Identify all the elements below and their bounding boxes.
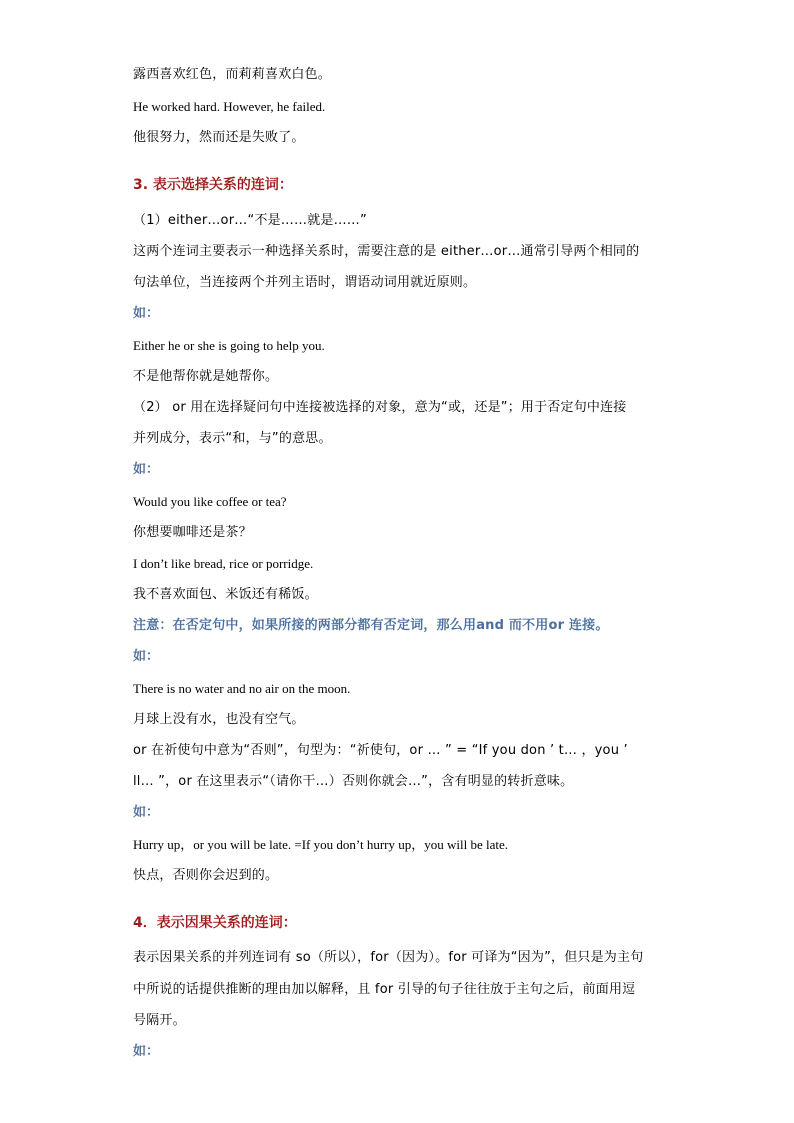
paragraph-line: 表示因果关系的并列连词有 so（所以），for（因为）。for 可译为“因为”，但只是为主句 — [133, 950, 644, 965]
paragraph-line: 中所说的话提供推断的理由加以解释，且 for 引导的句子往往放于主句之后，前面用逗 — [133, 982, 636, 997]
english-sentence: Either he or she is going to help you. — [133, 338, 325, 353]
chinese-sentence: 我不喜欢面包、米饭还有稀饭。 — [133, 587, 318, 602]
section-heading-choice: 3. 表示选择关系的连词： — [133, 177, 293, 193]
english-sentence: He worked hard. However, he failed. — [133, 99, 326, 114]
example-label: 如： — [133, 649, 160, 664]
chinese-sentence: 你想要咖啡还是茶？ — [133, 525, 252, 540]
chinese-sentence: 他很努力，然而还是失败了。 — [133, 130, 305, 145]
example-label: 如： — [133, 805, 160, 820]
section-heading-cause: 4．表示因果关系的连词： — [133, 915, 297, 931]
paragraph-line: 句法单位，当连接两个并列主语时，谓语动词用就近原则。 — [133, 275, 477, 290]
chinese-sentence: 快点，否则你会迟到的。 — [133, 868, 279, 883]
paragraph-line: 并列成分，表示“和，与”的意思。 — [133, 431, 332, 446]
english-sentence: There is no water and no air on the moon. — [133, 681, 351, 696]
english-sentence: Would you like coffee or tea? — [133, 494, 287, 509]
paragraph-line: ll… ”，or 在这里表示“（请你干…）否则你就会…”，含有明显的转折意味。 — [133, 774, 574, 789]
example-label: 如： — [133, 306, 160, 321]
subsection-title: （1）either…or…“不是……就是……” — [133, 213, 367, 228]
chinese-sentence: 月球上没有水，也没有空气。 — [133, 712, 305, 727]
english-sentence: Hurry up，or you will be late. =If you don’t hurry up，you will be late. — [133, 837, 508, 852]
english-sentence: I don’t like bread, rice or porridge. — [133, 556, 314, 571]
example-label: 如： — [133, 462, 160, 477]
paragraph-line: or 在祈使句中意为“否则”，句型为：“祈使句，or … ” = “If you don ’ t… ，you ’ — [133, 743, 628, 758]
note-text: 注意：在否定句中，如果所接的两部分都有否定词，那么用and 而不用or 连接。 — [133, 618, 609, 633]
chinese-sentence: 不是他帮你就是她帮你。 — [133, 369, 279, 384]
chinese-sentence: 露西喜欢红色，而莉莉喜欢白色。 — [133, 67, 332, 82]
paragraph-line: 这两个连词主要表示一种选择关系时，需要注意的是 either…or…通常引导两个相同的 — [133, 244, 640, 259]
subsection-title: （2） or 用在选择疑问句中连接被选择的对象，意为“或，还是”；用于否定句中连接 — [133, 400, 627, 415]
paragraph-line: 号隔开。 — [133, 1013, 186, 1028]
example-label: 如： — [133, 1044, 160, 1059]
